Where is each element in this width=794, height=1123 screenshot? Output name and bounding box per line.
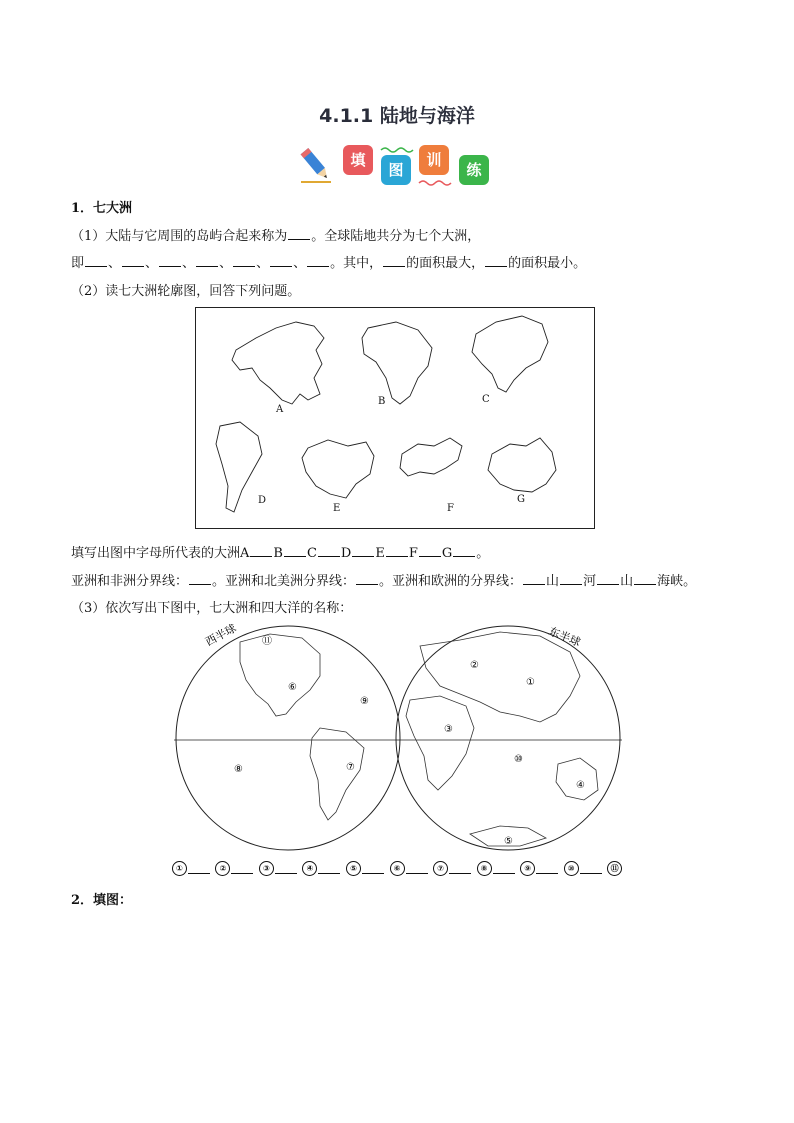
hemispheres-map [170,620,630,852]
answer-blank[interactable] [536,863,558,874]
banner-tile-3: 训 [419,145,449,175]
page-title: 4.1.1 陆地与海洋 [319,105,475,127]
hemisphere-marker-5: ⑤ [504,836,513,847]
hemisphere-marker-3: ③ [444,724,453,735]
banner-tile-4: 练 [459,155,489,185]
map-letter-fill-line: 填写出图中字母所代表的大洲A B C D E F G 。 [71,546,490,561]
answer-blank[interactable] [356,572,378,585]
answer-blank[interactable] [580,863,602,874]
asia-outline [232,322,324,404]
question-2-heading: 2．填图： [71,893,133,908]
answer-item-2: ② [215,861,254,876]
answer-blank[interactable] [318,544,340,557]
ocean-continent-answer-row [0,861,794,876]
answer-blank[interactable] [189,572,211,585]
answer-blank[interactable] [288,227,310,240]
answer-blank[interactable] [196,254,218,267]
north-america-west [240,634,320,716]
fill-map-training-banner [297,145,497,191]
hemisphere-marker-10: ⑩ [514,754,523,765]
answer-blank[interactable] [523,572,545,585]
answer-item-9: ⑨ [520,861,559,876]
answer-blank[interactable] [284,544,306,557]
answer-item-8: ⑧ [477,861,516,876]
north-america-outline [472,316,548,392]
map-label-g: G [517,494,525,505]
west-hemisphere-label: 西半球 [203,621,239,649]
africa-outline [362,322,432,404]
answer-blank[interactable] [449,863,471,874]
antarctica-outline [302,440,374,498]
hemisphere-marker-2: ② [470,660,479,671]
answer-blank[interactable] [159,254,181,267]
oceania-outline [488,438,556,492]
answer-blank[interactable] [231,863,253,874]
hemisphere-marker-7: ⑦ [346,762,355,773]
answer-blank[interactable] [307,254,329,267]
map-label-e: E [333,503,341,514]
answer-blank[interactable] [250,544,272,557]
question-1-part-3: （3）依次写出下图中，七大洲和四大洋的名称： [71,601,353,616]
answer-blank[interactable] [318,863,340,874]
south-america-outline [216,422,262,512]
answer-blank[interactable] [362,863,384,874]
map-label-a: A [276,404,284,415]
answer-blank[interactable] [275,863,297,874]
answer-item-10: ⑩ [564,861,603,876]
east-hemisphere-label: 东半球 [546,624,583,650]
answer-item-3: ③ [259,861,298,876]
europe-outline [400,438,462,476]
continent-shapes [196,308,593,527]
answer-blank[interactable] [85,254,107,267]
map-label-b: B [378,396,386,407]
africa-east [406,696,474,790]
answer-item-4: ④ [302,861,341,876]
boundary-line: 亚洲和非洲分界线： 。亚洲和北美洲分界线： 。亚洲和欧洲的分界线： 山 河 山 海峡。 [71,574,697,589]
continents-outline-map [195,307,595,529]
answer-blank[interactable] [188,863,210,874]
hemisphere-marker-8: ⑧ [234,764,243,775]
answer-blank[interactable] [352,544,374,557]
answer-item-1: ① [172,861,211,876]
answer-blank[interactable] [419,544,441,557]
map-label-c: C [482,394,490,405]
answer-item-6: ⑥ [390,861,429,876]
answer-item-7: ⑦ [433,861,472,876]
answer-blank[interactable] [383,254,405,267]
question-1-part-2: （2）读七大洲轮廓图，回答下列问题。 [71,284,301,299]
answer-blank[interactable] [485,254,507,267]
banner-tile-1: 填 [343,145,373,175]
answer-blank[interactable] [634,572,656,585]
answer-blank[interactable] [597,572,619,585]
map-label-d: D [258,495,267,506]
question-1-part-1: （1）大陆与它周围的岛屿合起来称为 。全球陆地共分为七个大洲， [71,229,481,244]
pencil-icon [297,145,335,185]
wave-decoration [380,145,414,153]
answer-item-5: ⑤ [346,861,385,876]
answer-blank[interactable] [493,863,515,874]
hemisphere-marker-11: ⑪ [262,636,272,647]
answer-blank[interactable] [233,254,255,267]
question-1-heading: 1．七大洲 [71,201,133,216]
answer-blank[interactable] [122,254,144,267]
south-america-west [310,728,364,820]
answer-blank[interactable] [270,254,292,267]
question-1-part-1-line-2: 即 、 、 、 、 、 、 。其中， 的面积最大， 的面积最小。 [71,256,587,271]
banner-tile-2: 图 [381,155,411,185]
answer-blank[interactable] [386,544,408,557]
wave-decoration [418,179,452,187]
map-label-f: F [447,503,454,514]
hemisphere-marker-6: ⑥ [288,682,297,693]
answer-item-11: ⑪ [607,861,622,876]
oceania-east [556,758,598,800]
answer-blank[interactable] [453,544,475,557]
answer-blank[interactable] [406,863,428,874]
answer-blank[interactable] [560,572,582,585]
hemisphere-marker-9: ⑨ [360,696,369,707]
hemisphere-marker-4: ④ [576,780,585,791]
hemisphere-marker-1: ① [526,677,535,688]
